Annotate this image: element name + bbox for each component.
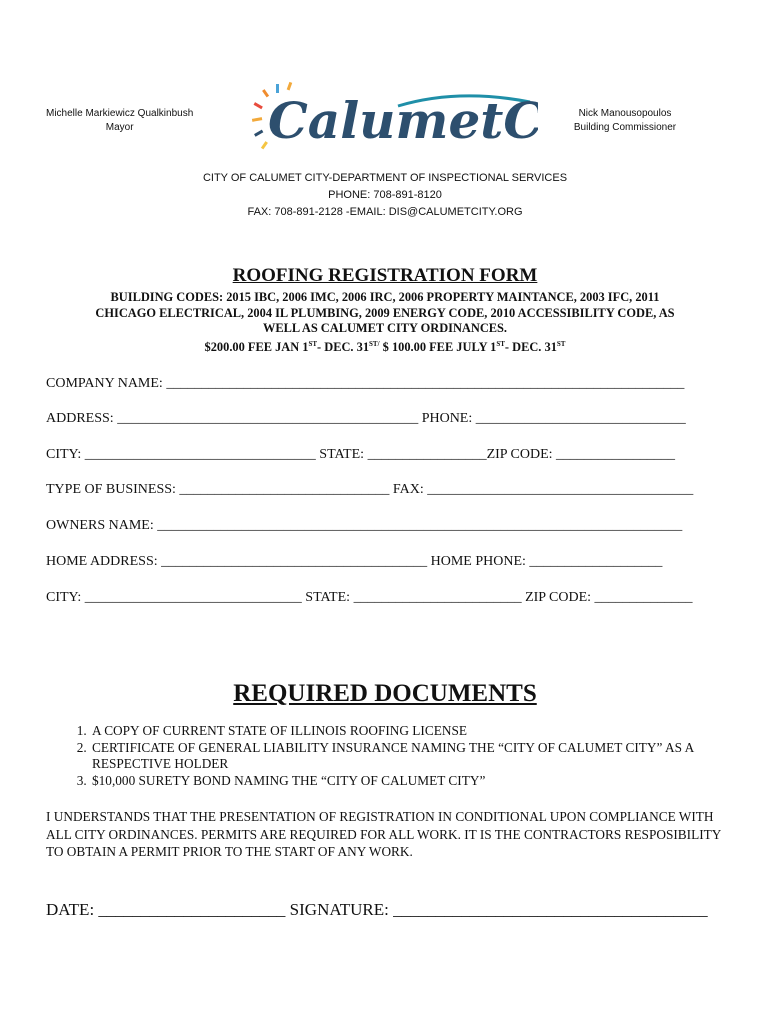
home-phone-label: HOME PHONE: [430,554,526,569]
codes-line-1: BUILDING CODES: 2015 IBC, 2006 IMC, 2006 IRC, 2006 PROPERTY MAINTANCE, 2003 IFC, 2011 [110,290,660,304]
home-city-label: CITY: [46,590,82,605]
home-address-row[interactable]: HOME ADDRESS: ______________________________________ HOME PHONE: ___________________ [46,554,663,569]
business-type-row[interactable]: TYPE OF BUSINESS: ______________________________ FAX: ______________________________________ [46,482,694,497]
home-state-label: STATE: [305,590,351,605]
address-label: ADDRESS: [46,411,114,426]
zip-code-label: ZIP CODE: [486,447,553,462]
signature-label: SIGNATURE: [289,900,389,919]
list-item: 2. CERTIFICATE OF GENERAL LIABILITY INSURANCE NAMING THE “CITY OF CALUMET CITY” AS A RESPECTIVE HOLDER [90,740,750,773]
mayor-name: Michelle Markiewicz Qualkinbush [46,108,194,119]
home-zip-code-label: ZIP CODE: [525,590,592,605]
phone-label: PHONE: [421,411,473,426]
city-row[interactable]: CITY: _________________________________ STATE: _________________ZIP CODE: _________________ [46,447,676,462]
address-row[interactable]: ADDRESS: ___________________________________________ PHONE: ______________________________ [46,411,686,426]
list-item: 1. A COPY OF CURRENT STATE OF ILLINOIS ROOFING LICENSE [90,723,750,740]
required-documents-list [66,723,750,789]
commissioner-title: Building Commissioner [573,122,677,133]
department-info [0,170,770,221]
date-label: DATE: [46,900,95,919]
city-label: CITY: [46,447,82,462]
department-phone: PHONE: 708-891-8120 [328,189,442,201]
commissioner-block [555,107,695,135]
company-name-label: COMPANY NAME: [46,376,163,391]
form-title: ROOFING REGISTRATION FORM [232,265,538,286]
department-name: CITY OF CALUMET CITY-DEPARTMENT OF INSPECTIONAL SERVICES [202,172,568,184]
company-name-row[interactable]: COMPANY NAME: __________________________________________________________________________ [46,376,685,391]
fee-line: $200.00 FEE JAN 1ST- DEC. $31^{ST/}$ $ 100.00 FEE JULY 1ST- DEC. 31ST [204,339,566,354]
state-label: STATE: [319,447,365,462]
required-documents-title: REQUIRED DOCUMENTS [233,680,537,707]
home-address-label: HOME ADDRESS: [46,554,158,569]
commissioner-name: Nick Manousopoulos [578,108,672,119]
department-fax-email: FAX: 708-891-2128 -EMAIL: DIS@CALUMETCITY.ORG [247,206,523,218]
codes-line-2: CHICAGO ELECTRICAL, 2004 IL PLUMBING, 2009 ENERGY CODE, 2010 ACCESSIBILITY CODE, AS [95,305,675,320]
calumet-city-logo [248,80,538,160]
owners-name-row[interactable]: OWNERS NAME: ___________________________________________________________________________ [46,518,683,533]
fax-label: FAX: [392,482,424,497]
mayor-title: Mayor [105,122,134,133]
logo-text: CalumetC [268,91,538,150]
codes-line-3: WELL AS CALUMET CITY ORDINANCES. [262,321,508,335]
owners-name-label: OWNERS NAME: [46,518,154,533]
mayor-block [46,107,193,135]
building-codes [50,290,720,355]
compliance-statement: I UNDERSTANDS THAT THE PRESENTATION OF REGISTRATION IN CONDITIONAL UPON COMPLIANCE WITH ALL CITY ORDINANCES. PERMITS ARE REQUIRED FOR ALL WORK. IT IS THE CONTRACTORS RESPOSIBILITY TO OBTAIN A PERMIT PRIOR TO THE START OF ANY WORK. [46,809,721,859]
home-city-row[interactable]: CITY: _______________________________ STATE: ________________________ ZIP CODE: ______________ [46,590,693,605]
type-of-business-label: TYPE OF BUSINESS: [46,482,176,497]
date-signature-row[interactable]: DATE: ______________________ SIGNATURE: _____________________________________ [46,900,708,919]
list-item: 3. $10,000 SURETY BOND NAMING THE “CITY OF CALUMET CITY” [90,773,750,790]
